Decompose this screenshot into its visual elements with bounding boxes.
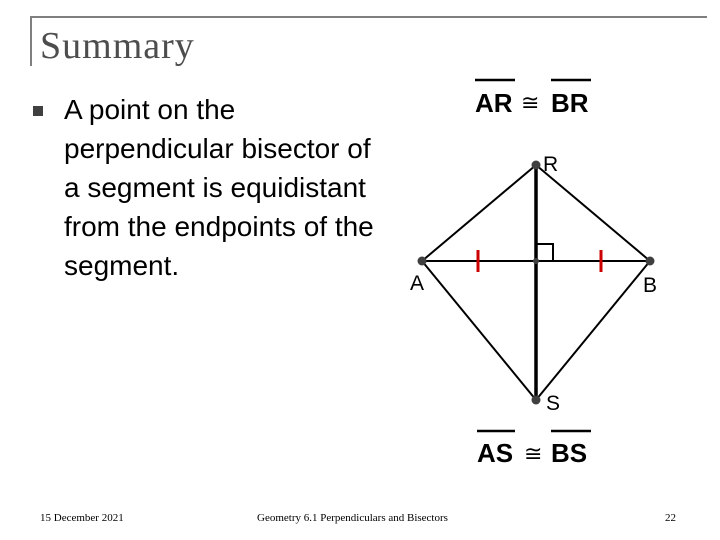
- label-s: S: [546, 392, 561, 415]
- top-congruence-statement: [475, 80, 591, 118]
- bottom-statement-left: AS: [477, 438, 514, 468]
- point-a-dot: [418, 257, 427, 266]
- label-b: B: [643, 274, 658, 297]
- right-angle-icon: [536, 244, 553, 261]
- bottom-congruence-statement: [477, 431, 591, 468]
- midpoint-dot: [533, 258, 539, 264]
- label-r: R: [543, 153, 559, 176]
- bottom-congruent-symbol: ≅: [524, 441, 543, 466]
- segment-as: [422, 261, 536, 400]
- segment-ar: [422, 165, 536, 261]
- top-congruent-symbol: ≅: [521, 90, 540, 115]
- label-a: A: [410, 272, 425, 295]
- top-statement-right: BR: [551, 88, 589, 118]
- point-s-dot: [532, 396, 541, 405]
- footer-date: 15 December 2021: [40, 512, 124, 524]
- footer-course-title: Geometry 6.1 Perpendiculars and Bisectors: [257, 512, 448, 524]
- footer-page-number: 22: [665, 512, 676, 524]
- top-statement-left: AR: [475, 88, 513, 118]
- point-b-dot: [646, 257, 655, 266]
- segment-bs: [536, 261, 650, 400]
- bullet-text: A point on the perpendicular bisector of a segment is equidistant from the endpoints of the segment.: [64, 94, 374, 281]
- diamond-figure: [422, 165, 650, 400]
- slide-title: Summary: [40, 25, 195, 67]
- point-r-dot: [532, 161, 541, 170]
- bottom-statement-right: BS: [551, 438, 588, 468]
